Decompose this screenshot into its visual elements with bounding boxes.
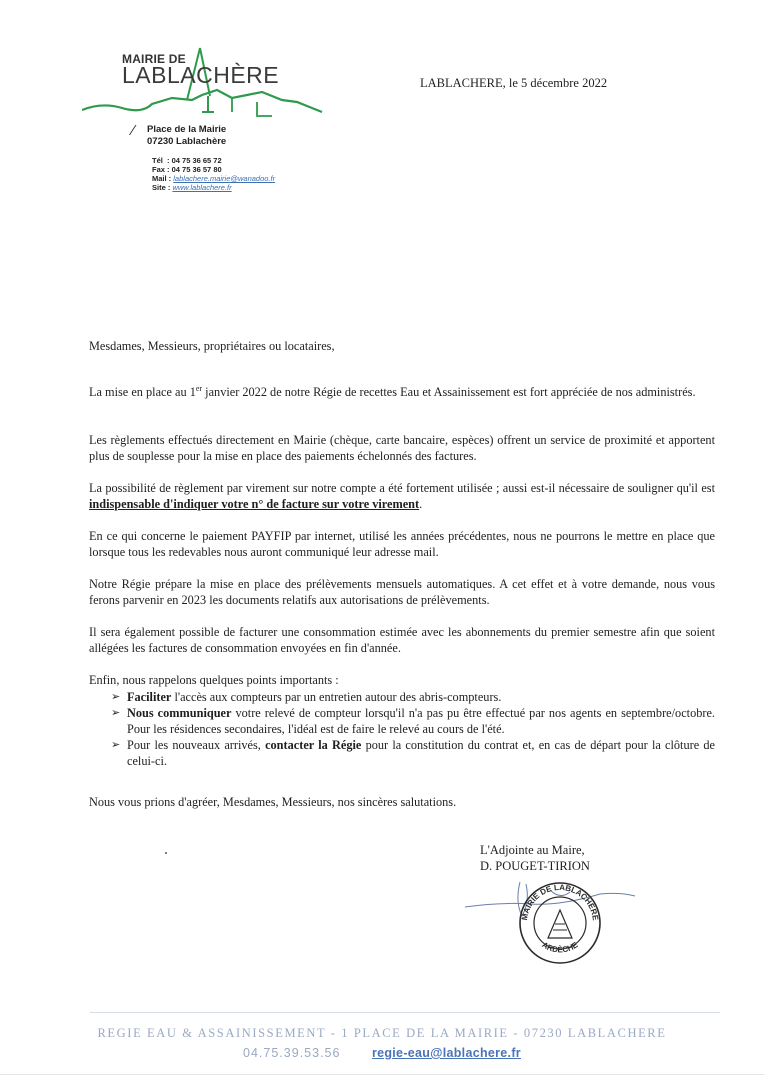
p1-text-b: janvier 2022 de notre Régie de recettes Eau et Assainissement est fort appréciée de nos administrés.	[202, 385, 696, 399]
bullet2-text: votre relevé de compteur lorsqu'il n'a pas pu être effectué par nos agents en septembre/octobre. Pour les résidences secondaires, l'idéal est de faire le relevé au cours de l'été.	[127, 706, 715, 736]
footer-contact	[0, 1046, 764, 1060]
bullet3-text-a: Pour les nouveaux arrivés,	[127, 738, 266, 752]
signature-block	[480, 842, 590, 874]
footer-address: REGIE EAU & ASSAINISSEMENT - 1 PLACE DE LA MAIRIE - 07230 LABLACHERE	[97, 1026, 667, 1040]
p1-sup: er	[195, 383, 203, 393]
address-block	[132, 122, 227, 148]
footer-divider	[90, 1012, 720, 1013]
contact-block	[152, 156, 275, 192]
address-line2: 07230 Lablachère	[147, 136, 227, 147]
site-link[interactable]: www.lablachere.fr	[172, 183, 232, 192]
signatory-name: D. POUGET-TIRION	[480, 859, 590, 873]
paragraph-4: En ce qui concerne le paiement PAYFIP par internet, utilisé les années précédentes, nous ne pourrons le mettre en place que lorsque tous les redevables nous auront communiqué leur adresse mail.	[89, 529, 715, 559]
important-points-list	[89, 689, 715, 769]
arrow-bullet-icon: ➢	[111, 707, 121, 719]
list-item	[89, 689, 715, 705]
svg-text:ARDÈCHE	[540, 940, 580, 955]
p3-text-a: La possibilité de règlement par virement sur notre compte a été fortement utilisée ; aussi est-il nécessaire de souligner qu'il est	[89, 481, 715, 495]
page-bottom-divider	[0, 1074, 764, 1075]
letter-date: LABLACHERE, le 5 décembre 2022	[420, 76, 608, 90]
fax-label: Fax	[152, 165, 165, 174]
official-stamp	[515, 880, 605, 966]
tel-value: : 04 75 36 65 72	[167, 156, 222, 165]
paragraph-5: Notre Régie prépare la mise en place des prélèvements mensuels automatiques. A cet effet et à votre demande, nous vous ferons parvenir en 2023 les documents relatifs aux autorisations de prélèvements.	[89, 577, 715, 607]
svg-text:MAIRIE DE LABLACHÈRE	[520, 883, 600, 922]
arrow-bullet-icon: ➢	[111, 739, 121, 751]
logo-name-text: LABLACHÈRE	[122, 62, 280, 88]
footer-phone: 04.75.39.53.56	[243, 1046, 341, 1060]
address-line1: Place de la Mairie	[147, 124, 227, 135]
bullet3-text-b: pour la constitution du contrat et, en cas de départ pour la clôture de celui-ci.	[127, 738, 715, 768]
signatory-title: L'Adjointe au Maire,	[480, 843, 585, 857]
paragraph-1	[89, 384, 715, 400]
bullet1-text: l'accès aux compteurs par un entretien autour des abris-compteurs.	[171, 690, 502, 704]
salutation: Mesdames, Messieurs, propriétaires ou locataires,	[89, 339, 335, 353]
p3-emphasis: indispensable d'indiquer votre n° de facture sur votre virement	[89, 497, 420, 511]
bullet1-bold: Faciliter	[127, 690, 172, 704]
p3-text-c: .	[419, 497, 423, 511]
arrow-bullet-icon: ➢	[111, 691, 121, 703]
mail-label: Mail :	[152, 174, 172, 183]
bullet2-bold: Nous communiquer	[127, 706, 232, 720]
closing: Nous vous prions d'agréer, Mesdames, Messieurs, nos sincères salutations.	[89, 795, 457, 809]
list-item	[89, 705, 715, 737]
p1-text-a: La mise en place au 1	[89, 385, 196, 399]
stamp-bottom-text: ARDÈCHE	[540, 940, 580, 955]
stamp-top-text: MAIRIE DE LABLACHÈRE	[520, 882, 600, 921]
logo-top-text: MAIRIE DE	[122, 52, 186, 66]
tel-label: Tél	[152, 156, 163, 165]
paragraph-6: Il sera également possible de facturer une consommation estimée avec les abonnements du premier semestre afin que soient allégées les factures de consommation envoyées en fin d'année.	[89, 625, 715, 655]
paragraph-7: Enfin, nous rappelons quelques points importants :	[89, 673, 339, 687]
mail-link[interactable]: lablachere.mairie@wanadoo.fr	[173, 174, 276, 183]
site-label: Site :	[152, 183, 171, 192]
address-mark-icon: ⁄	[132, 122, 135, 139]
paragraph-3	[89, 480, 715, 512]
paragraph-2: Les règlements effectués directement en Mairie (chèque, carte bancaire, espèces) offrent un service de proximité et apportent plus de souplesse pour la mise en place des paiements échelonnés des factures.	[89, 433, 715, 463]
footer-email-link[interactable]: regie-eau@lablachere.fr	[371, 1046, 521, 1060]
list-item	[89, 737, 715, 769]
stray-dot	[165, 852, 167, 854]
fax-value: : 04 75 36 57 80	[167, 165, 222, 174]
bullet3-bold: contacter la Régie	[265, 738, 362, 752]
